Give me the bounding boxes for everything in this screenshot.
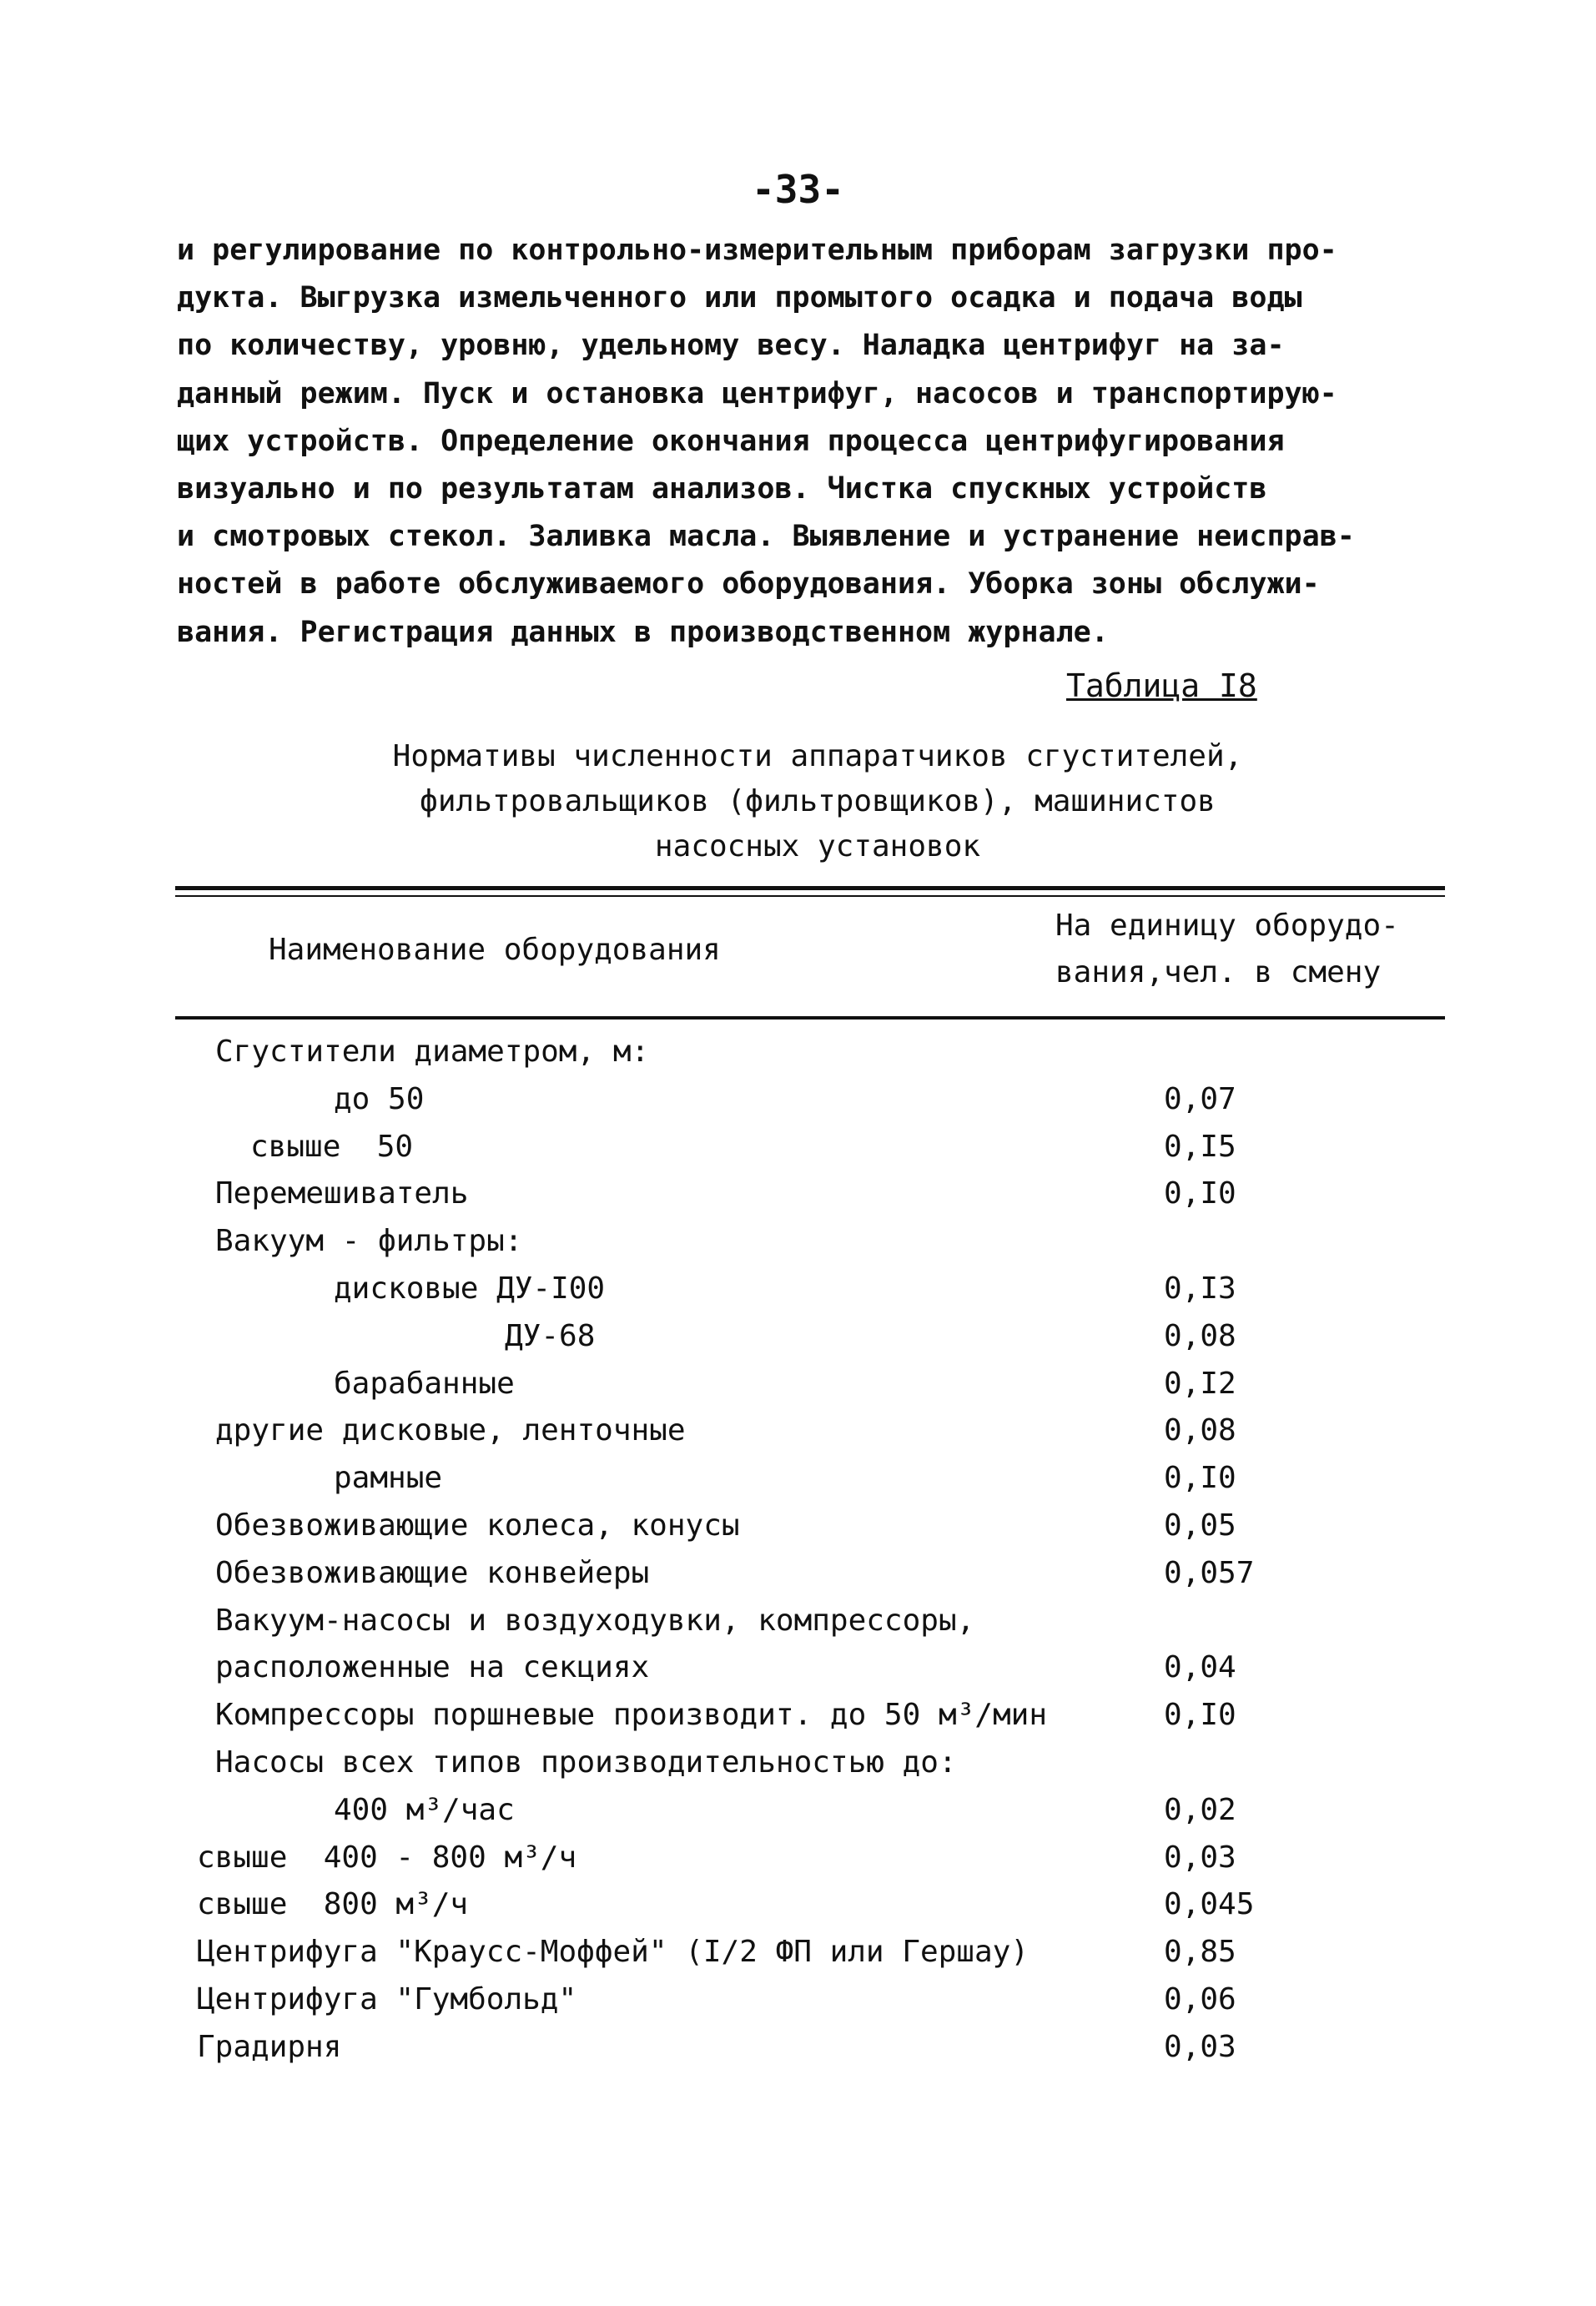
- staffing-value: 0,I0: [1164, 1176, 1236, 1211]
- paragraph-line: и смотровых стекол. Заливка масла. Выявление и устранение неиспрaв-: [177, 520, 1355, 554]
- table-row: [0, 1882, 1596, 1930]
- equipment-name: Вакуум - фильтры:: [215, 1224, 523, 1259]
- table-row: [0, 1693, 1596, 1740]
- equipment-name: 400 м³/час: [334, 1792, 515, 1827]
- caption-line: насосных установок: [654, 829, 981, 863]
- equipment-name: до 50: [334, 1081, 425, 1116]
- paragraph-line: по количеству, уровню, удельному весу. Наладка центрифуг на за-: [177, 329, 1285, 363]
- table-top-rule-thin: [175, 895, 1445, 897]
- equipment-name: Обезвоживающие конвейеры: [215, 1555, 650, 1590]
- equipment-name: Градирня: [197, 2029, 342, 2064]
- table-row: [0, 1645, 1596, 1693]
- table-row: [0, 1977, 1596, 2025]
- staffing-value: 0,045: [1164, 1887, 1255, 1922]
- paragraph-line: вания. Регистрация данных в производственном журнале.: [177, 615, 1109, 649]
- staffing-value: 0,04: [1164, 1650, 1236, 1685]
- table-row: [0, 1503, 1596, 1551]
- paragraph-line: визуально и по результатам анализов. Чистка спускных устройств: [177, 471, 1267, 506]
- staffing-value: 0,I3: [1164, 1271, 1236, 1306]
- staffing-value: 0,03: [1164, 2029, 1236, 2064]
- intro-paragraph: [177, 227, 1478, 657]
- table-row: [0, 1314, 1596, 1362]
- equipment-name: Обезвоживающие колеса, конусы: [215, 1508, 740, 1543]
- paragraph-line: дукта. Выгрузка измельченного или промытого осадка и подача воды: [177, 281, 1302, 315]
- staffing-value: 0,03: [1164, 1840, 1236, 1875]
- table-row: [0, 1408, 1596, 1456]
- staffing-value: 0,07: [1164, 1081, 1236, 1116]
- table-row: [0, 1788, 1596, 1835]
- paragraph-line: щих устройств. Определение окончания процесса центрифугирования: [177, 424, 1285, 458]
- table-row: [0, 2025, 1596, 2072]
- equipment-name: ДУ-68: [505, 1318, 596, 1353]
- staffing-value: 0,I2: [1164, 1366, 1236, 1401]
- table-label: Таблица I8: [1066, 667, 1257, 704]
- equipment-name: свыше 800 м³/ч: [197, 1887, 469, 1922]
- equipment-name: свыше 50: [250, 1129, 414, 1164]
- paragraph-line: ностей в работе обслуживаемого оборудования. Уборка зоны обслужи-: [177, 567, 1320, 602]
- paragraph-line: и регулирование по контрольно-измерительным приборам загрузки про-: [177, 234, 1337, 267]
- table-row: [0, 1362, 1596, 1409]
- equipment-name: Компрессоры поршневые производит. до 50 м³/мин: [215, 1698, 1047, 1733]
- table-row: [0, 1030, 1596, 1077]
- table-row: [0, 1551, 1596, 1599]
- staffing-value: 0,06: [1164, 1981, 1236, 2016]
- table-row: [0, 1219, 1596, 1266]
- staffing-value: 0,05: [1164, 1508, 1236, 1543]
- table-row: [0, 1930, 1596, 1977]
- table-header-rule: [175, 1016, 1445, 1020]
- paragraph-line: данный режим. Пуск и остановка центрифуг, насосов и транспортирую-: [177, 376, 1337, 410]
- equipment-name: дисковые ДУ-I00: [334, 1271, 606, 1306]
- staffing-value: 0,08: [1164, 1318, 1236, 1353]
- equipment-name: Насосы всех типов производительностью до:: [215, 1745, 957, 1780]
- table-row: [0, 1266, 1596, 1314]
- staffing-value: 0,057: [1164, 1555, 1255, 1590]
- column-header-value-line: вания,чел. в смену: [1055, 955, 1382, 989]
- table-row: [0, 1835, 1596, 1883]
- staffing-value: 0,I5: [1164, 1129, 1236, 1164]
- equipment-name: Центрифуга "Краусс-Моффей" (I/2 ФП или Гершау): [197, 1935, 1029, 1970]
- staffing-value: 0,I0: [1164, 1461, 1236, 1496]
- table-row: [0, 1599, 1596, 1646]
- staffing-value: 0,08: [1164, 1413, 1236, 1448]
- page-number: -33-: [752, 167, 844, 212]
- table-body: [0, 1030, 1596, 2072]
- table-row: [0, 1740, 1596, 1788]
- table-caption: [250, 734, 1385, 869]
- column-header-value: [1055, 903, 1456, 996]
- staffing-value: 0,02: [1164, 1792, 1236, 1827]
- table-row: [0, 1125, 1596, 1172]
- equipment-name: барабанные: [334, 1366, 515, 1401]
- equipment-name: расположенные на секциях: [215, 1650, 650, 1685]
- column-header-value-line: На единицу оборудо-: [1055, 909, 1399, 943]
- equipment-name: Сгустители диаметром, м:: [215, 1035, 650, 1069]
- staffing-value: 0,I0: [1164, 1698, 1236, 1733]
- equipment-name: Центрифуга "Гумбольд": [197, 1981, 577, 2016]
- equipment-name: другие дисковые, ленточные: [215, 1413, 686, 1448]
- caption-line: фильтровальщиков (фильтровщиков), машинистов: [420, 784, 1216, 818]
- table-row: [0, 1456, 1596, 1503]
- table-row: [0, 1171, 1596, 1219]
- equipment-name: Перемешиватель: [215, 1176, 469, 1211]
- table-row: [0, 1077, 1596, 1125]
- equipment-name: Вакуум-насосы и воздуходувки, компрессоры,: [215, 1603, 975, 1638]
- staffing-value: 0,85: [1164, 1935, 1236, 1970]
- column-header-name: Наименование оборудования: [269, 933, 721, 967]
- equipment-name: рамные: [334, 1461, 443, 1496]
- caption-line: Нормативы численности аппаратчиков сгустителей,: [392, 739, 1243, 773]
- table-top-rule: [175, 886, 1445, 890]
- equipment-name: свыше 400 - 800 м³/ч: [197, 1840, 577, 1875]
